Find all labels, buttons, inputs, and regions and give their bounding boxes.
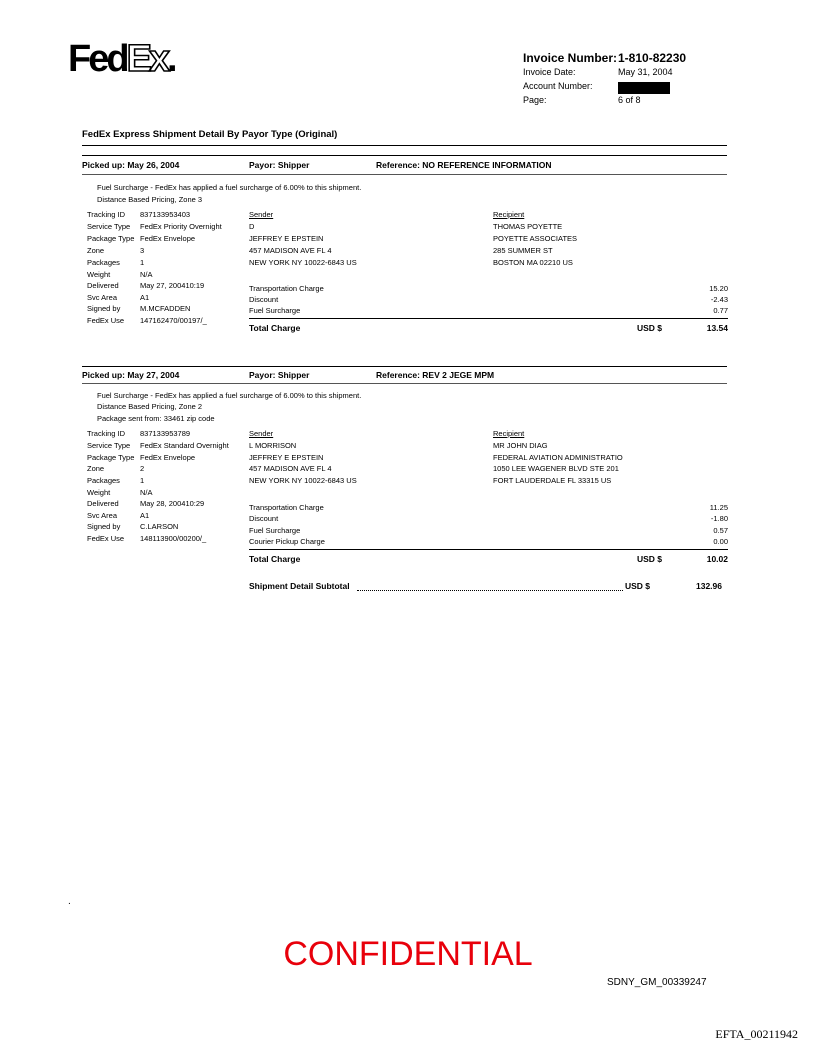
account-number-label: Account Number: [523, 81, 593, 91]
sender-line: NEW YORK NY 10022-6843 US [249, 258, 357, 267]
logo-ex: Ex [126, 38, 168, 80]
account-number-redaction [618, 82, 670, 94]
detail-value: 1 [140, 476, 145, 485]
shipment-note: Distance Based Pricing, Zone 2 [97, 402, 203, 411]
detail-value: FedEx Envelope [140, 234, 196, 243]
reference: Reference: REV 2 JEGE MPM [376, 370, 495, 380]
detail-value: 147162470/00197/_ [140, 316, 207, 325]
total-currency: USD $ [637, 554, 663, 564]
detail-label: Packages [87, 476, 120, 485]
charge-label: Transportation Charge [249, 503, 324, 512]
detail-value: FedEx Priority Overnight [140, 222, 222, 231]
detail-value: May 27, 200410:19 [140, 281, 205, 290]
subtotal-currency: USD $ [625, 581, 651, 591]
charge-label: Fuel Surcharge [249, 306, 301, 315]
payor: Payor: Shipper [249, 370, 310, 380]
total-label: Total Charge [249, 323, 301, 333]
invoice-date-label: Invoice Date: [523, 67, 576, 77]
recipient-line: MR JOHN DIAG [493, 441, 548, 450]
sender-line: JEFFREY E EPSTEIN [249, 234, 324, 243]
charge-label: Discount [249, 514, 279, 523]
detail-label: Zone [87, 464, 105, 473]
subtotal-label-text: Shipment Detail Subtotal [249, 581, 350, 591]
detail-label: Tracking ID [87, 210, 126, 219]
divider [82, 155, 727, 156]
total-amount: 10.02 [706, 554, 728, 564]
pickup-date: Picked up: May 26, 2004 [82, 160, 180, 170]
bates-number: SDNY_GM_00339247 [607, 977, 707, 988]
recipient-line: 285 SUMMER ST [493, 246, 553, 255]
detail-value: 1 [140, 258, 145, 267]
shipment-note: Fuel Surcharge - FedEx has applied a fuel surcharge of 6.00% to this shipment. [97, 391, 362, 400]
detail-label: Svc Area [87, 293, 118, 302]
detail-label: Package Type [87, 234, 135, 243]
detail-value: M.MCFADDEN [140, 304, 191, 313]
stray-mark: . [68, 896, 71, 907]
recipient-line: THOMAS POYETTE [493, 222, 563, 231]
invoice-number-value: 1-810-82230 [618, 51, 687, 65]
charge-label: Discount [249, 295, 279, 304]
recipient-heading: Recipient [493, 210, 525, 219]
charge-amount: 0.00 [713, 537, 728, 546]
efta-number: EFTA_00211942 [715, 1027, 798, 1041]
detail-label: Signed by [87, 304, 121, 313]
charge-amount: 0.57 [713, 526, 728, 535]
detail-label: Svc Area [87, 511, 118, 520]
charge-amount: 11.25 [709, 503, 728, 512]
total-label: Total Charge [249, 554, 301, 564]
detail-value: C.LARSON [140, 522, 179, 531]
sender-heading: Sender [249, 210, 274, 219]
sender-line: 457 MADISON AVE FL 4 [249, 464, 332, 473]
detail-label: Weight [87, 488, 111, 497]
charge-amount: -1.80 [710, 514, 728, 523]
detail-value: 837133953789 [140, 429, 191, 438]
detail-value: A1 [140, 511, 150, 520]
payor: Payor: Shipper [249, 160, 310, 170]
divider [82, 383, 727, 384]
divider [82, 174, 727, 175]
detail-value: A1 [140, 293, 150, 302]
reference: Reference: NO REFERENCE INFORMATION [376, 160, 552, 170]
detail-value: 2 [140, 464, 145, 473]
detail-value: FedEx Envelope [140, 453, 196, 462]
detail-label: Service Type [87, 222, 131, 231]
detail-label: Service Type [87, 441, 131, 450]
page-value: 6 of 8 [618, 95, 641, 105]
charge-label: Transportation Charge [249, 284, 324, 293]
page-label: Page: [523, 95, 547, 105]
recipient-line: 1050 LEE WAGENER BLVD STE 201 [493, 464, 619, 473]
pickup-date: Picked up: May 27, 2004 [82, 370, 180, 380]
recipient-line: BOSTON MA 02210 US [493, 258, 573, 267]
sender-line: L MORRISON [249, 441, 297, 450]
charge-label: Fuel Surcharge [249, 526, 301, 535]
page-indicator [523, 95, 641, 105]
recipient-line: FORT LAUDERDALE FL 33315 US [493, 476, 612, 485]
fedex-logo [68, 40, 175, 78]
invoice-number-label: Invoice Number: [523, 51, 618, 65]
detail-label: Packages [87, 258, 120, 267]
detail-label: Package Type [87, 453, 135, 462]
detail-label: Tracking ID [87, 429, 126, 438]
subtotal-amount: 132.96 [696, 581, 722, 591]
detail-value: N/A [140, 488, 153, 497]
logo-dot: . [167, 38, 175, 80]
invoice-date [523, 67, 673, 77]
charge-amount: 15.20 [709, 284, 728, 293]
sender-line: D [249, 222, 255, 231]
detail-label: FedEx Use [87, 534, 125, 543]
shipment-note: Distance Based Pricing, Zone 3 [97, 195, 203, 204]
recipient-line: POYETTE ASSOCIATES [493, 234, 578, 243]
recipient-line: FEDERAL AVIATION ADMINISTRATIO [493, 453, 623, 462]
detail-value: 148113900/00200/_ [140, 534, 207, 543]
detail-label: Weight [87, 270, 111, 279]
divider [82, 366, 727, 367]
detail-label: Zone [87, 246, 105, 255]
sender-line: NEW YORK NY 10022-6843 US [249, 476, 357, 485]
section-title: FedEx Express Shipment Detail By Payor Type (Original) [82, 129, 338, 140]
detail-value: May 28, 200410:29 [140, 499, 205, 508]
charge-amount: 0.77 [713, 306, 728, 315]
subtotal-leader-dots [357, 590, 623, 591]
sender-line: 457 MADISON AVE FL 4 [249, 246, 332, 255]
charge-amount: -2.43 [710, 295, 728, 304]
divider [249, 318, 728, 319]
detail-value: FedEx Standard Overnight [140, 441, 229, 450]
divider [249, 549, 728, 550]
shipment-note: Package sent from: 33461 zip code [97, 414, 215, 423]
subtotal-label [249, 581, 350, 591]
account-number [523, 81, 593, 91]
detail-label: Delivered [87, 281, 119, 290]
detail-value: N/A [140, 270, 153, 279]
detail-label: Delivered [87, 499, 119, 508]
invoice-number [523, 51, 687, 65]
divider [82, 145, 727, 146]
detail-value: 837133953403 [140, 210, 191, 219]
charge-label: Courier Pickup Charge [249, 537, 325, 546]
invoice-date-value: May 31, 2004 [618, 67, 673, 77]
shipment-note: Fuel Surcharge - FedEx has applied a fuel surcharge of 6.00% to this shipment. [97, 183, 362, 192]
recipient-heading: Recipient [493, 429, 525, 438]
detail-label: FedEx Use [87, 316, 125, 325]
logo-fed: Fed [68, 38, 127, 80]
sender-heading: Sender [249, 429, 274, 438]
total-amount: 13.54 [706, 323, 728, 333]
total-currency: USD $ [637, 323, 663, 333]
detail-label: Signed by [87, 522, 121, 531]
sender-line: JEFFREY E EPSTEIN [249, 453, 324, 462]
detail-value: 3 [140, 246, 145, 255]
confidential-stamp: CONFIDENTIAL [283, 935, 533, 973]
